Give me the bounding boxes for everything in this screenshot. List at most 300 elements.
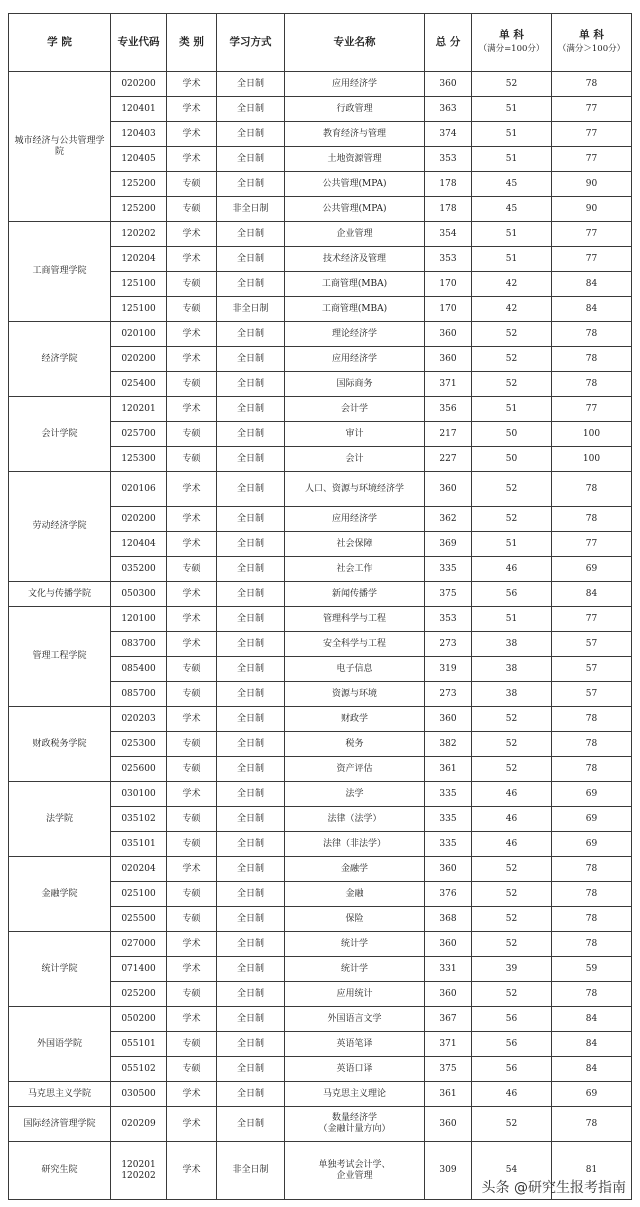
- category-cell: 专硕: [167, 422, 217, 447]
- college-cell: 会计学院: [9, 397, 111, 472]
- category-cell: 专硕: [167, 882, 217, 907]
- header-college: 学 院: [9, 14, 111, 72]
- category-cell: 专硕: [167, 557, 217, 582]
- study-mode-cell: 全日制: [217, 557, 285, 582]
- total-cell: 354: [425, 222, 472, 247]
- total-cell: 371: [425, 1032, 472, 1057]
- major-cell: 资源与环境: [285, 682, 425, 707]
- single-100-cell: 51: [472, 607, 552, 632]
- category-cell: 专硕: [167, 732, 217, 757]
- category-cell: 专硕: [167, 447, 217, 472]
- code-cell: 120201: [111, 397, 167, 422]
- category-cell: 专硕: [167, 982, 217, 1007]
- category-cell: 学术: [167, 1007, 217, 1032]
- college-cell: 管理工程学院: [9, 607, 111, 707]
- major-cell: 理论经济学: [285, 322, 425, 347]
- college-cell: 工商管理学院: [9, 222, 111, 322]
- code-cell: 055101: [111, 1032, 167, 1057]
- major-cell: 法律（法学）: [285, 807, 425, 832]
- header-code: 专业代码: [111, 14, 167, 72]
- single-over100-cell: 57: [552, 682, 632, 707]
- single-100-cell: 52: [472, 347, 552, 372]
- study-mode-cell: 全日制: [217, 172, 285, 197]
- major-cell: 应用经济学: [285, 347, 425, 372]
- category-cell: 学术: [167, 582, 217, 607]
- total-cell: 319: [425, 657, 472, 682]
- college-cell: 研究生院: [9, 1142, 111, 1200]
- single-over100-cell: 78: [552, 72, 632, 97]
- total-cell: 227: [425, 447, 472, 472]
- single-100-cell: 52: [472, 732, 552, 757]
- single-over100-cell: 78: [552, 857, 632, 882]
- study-mode-cell: 全日制: [217, 757, 285, 782]
- single-100-cell: 51: [472, 222, 552, 247]
- category-cell: 学术: [167, 632, 217, 657]
- category-cell: 学术: [167, 247, 217, 272]
- college-cell: 外国语学院: [9, 1007, 111, 1082]
- college-cell: 经济学院: [9, 322, 111, 397]
- study-mode-cell: 全日制: [217, 72, 285, 97]
- study-mode-cell: 非全日制: [217, 197, 285, 222]
- study-mode-cell: 全日制: [217, 1107, 285, 1142]
- single-100-cell: 45: [472, 172, 552, 197]
- major-cell: 会计学: [285, 397, 425, 422]
- code-cell: 120204: [111, 247, 167, 272]
- category-cell: 学术: [167, 147, 217, 172]
- single-over100-cell: 78: [552, 932, 632, 957]
- single-100-cell: 38: [472, 682, 552, 707]
- total-cell: 353: [425, 147, 472, 172]
- total-cell: 170: [425, 297, 472, 322]
- study-mode-cell: 全日制: [217, 272, 285, 297]
- total-cell: 361: [425, 757, 472, 782]
- total-cell: 360: [425, 1107, 472, 1142]
- header-single-100: [472, 14, 552, 72]
- category-cell: 学术: [167, 957, 217, 982]
- single-100-cell: 56: [472, 1057, 552, 1082]
- header-single-100-label: 单 科: [499, 29, 524, 41]
- single-100-cell: 52: [472, 322, 552, 347]
- single-over100-cell: 78: [552, 472, 632, 507]
- single-over100-cell: 84: [552, 582, 632, 607]
- single-over100-cell: 78: [552, 1107, 632, 1142]
- major-cell: 应用统计: [285, 982, 425, 1007]
- single-over100-cell: 77: [552, 532, 632, 557]
- single-over100-cell: 90: [552, 197, 632, 222]
- total-cell: 363: [425, 97, 472, 122]
- category-cell: 学术: [167, 222, 217, 247]
- major-cell: 英语笔译: [285, 1032, 425, 1057]
- category-cell: 学术: [167, 932, 217, 957]
- single-over100-cell: 77: [552, 122, 632, 147]
- single-100-cell: 51: [472, 247, 552, 272]
- total-cell: 375: [425, 1057, 472, 1082]
- study-mode-cell: 全日制: [217, 147, 285, 172]
- single-over100-cell: 69: [552, 1082, 632, 1107]
- major-cell: 土地资源管理: [285, 147, 425, 172]
- single-100-cell: 52: [472, 72, 552, 97]
- study-mode-cell: 全日制: [217, 422, 285, 447]
- single-over100-cell: 78: [552, 757, 632, 782]
- single-100-cell: 46: [472, 782, 552, 807]
- single-over100-cell: 81: [552, 1142, 632, 1200]
- study-mode-cell: 全日制: [217, 982, 285, 1007]
- total-cell: 382: [425, 732, 472, 757]
- single-over100-cell: 78: [552, 372, 632, 397]
- category-cell: 专硕: [167, 757, 217, 782]
- major-cell: 企业管理: [285, 222, 425, 247]
- category-cell: 学术: [167, 1107, 217, 1142]
- total-cell: 360: [425, 72, 472, 97]
- major-cell: 财政学: [285, 707, 425, 732]
- total-cell: 178: [425, 172, 472, 197]
- total-cell: 360: [425, 857, 472, 882]
- study-mode-cell: 全日制: [217, 607, 285, 632]
- total-cell: 367: [425, 1007, 472, 1032]
- single-over100-cell: 100: [552, 447, 632, 472]
- total-cell: 331: [425, 957, 472, 982]
- study-mode-cell: 全日制: [217, 397, 285, 422]
- single-over100-cell: 77: [552, 147, 632, 172]
- single-over100-cell: 77: [552, 397, 632, 422]
- table-row: [9, 322, 632, 347]
- study-mode-cell: 全日制: [217, 732, 285, 757]
- code-cell: 083700: [111, 632, 167, 657]
- total-cell: 361: [425, 1082, 472, 1107]
- table-row: [9, 222, 632, 247]
- study-mode-cell: 全日制: [217, 582, 285, 607]
- study-mode-cell: 全日制: [217, 532, 285, 557]
- total-cell: 360: [425, 982, 472, 1007]
- single-over100-cell: 59: [552, 957, 632, 982]
- category-cell: 学术: [167, 72, 217, 97]
- single-over100-cell: 84: [552, 1032, 632, 1057]
- single-100-cell: 51: [472, 122, 552, 147]
- single-100-cell: 51: [472, 532, 552, 557]
- single-100-cell: 51: [472, 97, 552, 122]
- college-cell: 财政税务学院: [9, 707, 111, 782]
- single-100-cell: 52: [472, 757, 552, 782]
- major-cell: 技术经济及管理: [285, 247, 425, 272]
- header-single-over100-label: 单 科: [579, 29, 604, 41]
- major-cell: 行政管理: [285, 97, 425, 122]
- single-over100-cell: 84: [552, 1007, 632, 1032]
- header-major: 专业名称: [285, 14, 425, 72]
- total-cell: 362: [425, 507, 472, 532]
- single-over100-cell: 78: [552, 907, 632, 932]
- single-over100-cell: 69: [552, 557, 632, 582]
- study-mode-cell: 全日制: [217, 857, 285, 882]
- code-cell: 030500: [111, 1082, 167, 1107]
- single-100-cell: 56: [472, 582, 552, 607]
- code-cell: 025200: [111, 982, 167, 1007]
- single-100-cell: 56: [472, 1032, 552, 1057]
- major-cell: 金融: [285, 882, 425, 907]
- category-cell: 学术: [167, 1142, 217, 1200]
- single-100-cell: 52: [472, 1107, 552, 1142]
- category-cell: 专硕: [167, 297, 217, 322]
- single-100-cell: 38: [472, 632, 552, 657]
- code-cell: 085700: [111, 682, 167, 707]
- single-over100-cell: 69: [552, 782, 632, 807]
- table-row: [9, 1007, 632, 1032]
- major-cell: 税务: [285, 732, 425, 757]
- single-100-cell: 52: [472, 907, 552, 932]
- single-100-cell: 52: [472, 472, 552, 507]
- table-row: [9, 582, 632, 607]
- college-cell: 国际经济管理学院: [9, 1107, 111, 1142]
- category-cell: 学术: [167, 397, 217, 422]
- code-cell: 020204: [111, 857, 167, 882]
- study-mode-cell: 非全日制: [217, 297, 285, 322]
- study-mode-cell: 全日制: [217, 807, 285, 832]
- code-cell: 020209: [111, 1107, 167, 1142]
- single-over100-cell: 69: [552, 832, 632, 857]
- major-cell: 社会工作: [285, 557, 425, 582]
- study-mode-cell: 全日制: [217, 1007, 285, 1032]
- major-cell: 新闻传播学: [285, 582, 425, 607]
- total-cell: 360: [425, 707, 472, 732]
- total-cell: 356: [425, 397, 472, 422]
- code-cell: 120202: [111, 222, 167, 247]
- study-mode-cell: 全日制: [217, 447, 285, 472]
- college-cell: 劳动经济学院: [9, 472, 111, 582]
- major-cell: 管理科学与工程: [285, 607, 425, 632]
- major-cell: 资产评估: [285, 757, 425, 782]
- single-over100-cell: 84: [552, 1057, 632, 1082]
- code-cell: 020100: [111, 322, 167, 347]
- major-cell: 国际商务: [285, 372, 425, 397]
- study-mode-cell: 全日制: [217, 472, 285, 507]
- score-table: [8, 13, 632, 1200]
- single-100-cell: 52: [472, 857, 552, 882]
- study-mode-cell: 全日制: [217, 322, 285, 347]
- category-cell: 专硕: [167, 807, 217, 832]
- major-cell: 法学: [285, 782, 425, 807]
- study-mode-cell: 全日制: [217, 222, 285, 247]
- category-cell: 学术: [167, 322, 217, 347]
- category-cell: 专硕: [167, 372, 217, 397]
- header-category: 类 别: [167, 14, 217, 72]
- study-mode-cell: 全日制: [217, 782, 285, 807]
- code-cell: 035200: [111, 557, 167, 582]
- study-mode-cell: 全日制: [217, 1032, 285, 1057]
- major-cell: 应用经济学: [285, 507, 425, 532]
- major-cell: 数量经济学 （金融计量方向）: [285, 1107, 425, 1142]
- single-over100-cell: 78: [552, 322, 632, 347]
- single-100-cell: 52: [472, 372, 552, 397]
- study-mode-cell: 全日制: [217, 247, 285, 272]
- single-100-cell: 50: [472, 447, 552, 472]
- total-cell: 360: [425, 322, 472, 347]
- code-cell: 025700: [111, 422, 167, 447]
- major-cell: 教育经济与管理: [285, 122, 425, 147]
- major-cell: 法律（非法学）: [285, 832, 425, 857]
- single-over100-cell: 78: [552, 707, 632, 732]
- total-cell: 374: [425, 122, 472, 147]
- major-cell: 安全科学与工程: [285, 632, 425, 657]
- code-cell: 125100: [111, 297, 167, 322]
- single-over100-cell: 78: [552, 732, 632, 757]
- study-mode-cell: 全日制: [217, 632, 285, 657]
- college-cell: 文化与传播学院: [9, 582, 111, 607]
- category-cell: 学术: [167, 607, 217, 632]
- single-over100-cell: 78: [552, 882, 632, 907]
- single-100-cell: 52: [472, 507, 552, 532]
- code-cell: 125200: [111, 172, 167, 197]
- study-mode-cell: 全日制: [217, 507, 285, 532]
- code-cell: 120403: [111, 122, 167, 147]
- total-cell: 369: [425, 532, 472, 557]
- category-cell: 学术: [167, 472, 217, 507]
- single-100-cell: 56: [472, 1007, 552, 1032]
- total-cell: 335: [425, 807, 472, 832]
- single-over100-cell: 77: [552, 97, 632, 122]
- code-cell: 035101: [111, 832, 167, 857]
- code-cell: 020200: [111, 72, 167, 97]
- code-cell: 035102: [111, 807, 167, 832]
- code-cell: 055102: [111, 1057, 167, 1082]
- single-over100-cell: 78: [552, 347, 632, 372]
- study-mode-cell: 全日制: [217, 707, 285, 732]
- single-over100-cell: 90: [552, 172, 632, 197]
- major-cell: 外国语言文学: [285, 1007, 425, 1032]
- code-cell: 020200: [111, 507, 167, 532]
- single-100-cell: 46: [472, 807, 552, 832]
- total-cell: 335: [425, 557, 472, 582]
- single-100-cell: 46: [472, 1082, 552, 1107]
- category-cell: 专硕: [167, 657, 217, 682]
- major-cell: 英语口译: [285, 1057, 425, 1082]
- total-cell: 353: [425, 247, 472, 272]
- code-cell: 027000: [111, 932, 167, 957]
- study-mode-cell: 全日制: [217, 122, 285, 147]
- code-cell: 125200: [111, 197, 167, 222]
- header-total: 总 分: [425, 14, 472, 72]
- header-row: [9, 14, 632, 72]
- single-100-cell: 46: [472, 832, 552, 857]
- code-cell: 120404: [111, 532, 167, 557]
- college-cell: 统计学院: [9, 932, 111, 1007]
- single-100-cell: 39: [472, 957, 552, 982]
- category-cell: 学术: [167, 97, 217, 122]
- college-cell: 法学院: [9, 782, 111, 857]
- single-100-cell: 50: [472, 422, 552, 447]
- category-cell: 学术: [167, 347, 217, 372]
- total-cell: 368: [425, 907, 472, 932]
- code-cell: 120201 120202: [111, 1142, 167, 1200]
- category-cell: 专硕: [167, 1057, 217, 1082]
- category-cell: 专硕: [167, 1032, 217, 1057]
- major-cell: 应用经济学: [285, 72, 425, 97]
- code-cell: 025400: [111, 372, 167, 397]
- single-over100-cell: 84: [552, 272, 632, 297]
- study-mode-cell: 全日制: [217, 932, 285, 957]
- single-100-cell: 45: [472, 197, 552, 222]
- code-cell: 125300: [111, 447, 167, 472]
- college-cell: 城市经济与公共管理学院: [9, 72, 111, 222]
- college-cell: 马克思主义学院: [9, 1082, 111, 1107]
- table-body: [9, 72, 632, 1200]
- code-cell: 050200: [111, 1007, 167, 1032]
- study-mode-cell: 全日制: [217, 832, 285, 857]
- table-row: [9, 607, 632, 632]
- code-cell: 120405: [111, 147, 167, 172]
- study-mode-cell: 全日制: [217, 347, 285, 372]
- header-single-100-note: （满分=100分）: [478, 44, 545, 54]
- code-cell: 025500: [111, 907, 167, 932]
- major-cell: 人口、资源与环境经济学: [285, 472, 425, 507]
- code-cell: 050300: [111, 582, 167, 607]
- major-cell: 金融学: [285, 857, 425, 882]
- study-mode-cell: 全日制: [217, 682, 285, 707]
- code-cell: 030100: [111, 782, 167, 807]
- study-mode-cell: 全日制: [217, 882, 285, 907]
- watermark: 头条 @研究生报考指南: [481, 1180, 626, 1196]
- category-cell: 学术: [167, 507, 217, 532]
- table-row: [9, 857, 632, 882]
- total-cell: 170: [425, 272, 472, 297]
- study-mode-cell: 全日制: [217, 907, 285, 932]
- code-cell: 020106: [111, 472, 167, 507]
- major-cell: 工商管理(MBA): [285, 272, 425, 297]
- study-mode-cell: 全日制: [217, 1082, 285, 1107]
- table-row: [9, 1082, 632, 1107]
- single-over100-cell: 78: [552, 982, 632, 1007]
- table-row: [9, 782, 632, 807]
- single-100-cell: 46: [472, 557, 552, 582]
- code-cell: 025300: [111, 732, 167, 757]
- single-100-cell: 42: [472, 297, 552, 322]
- table-row: [9, 932, 632, 957]
- table-row: [9, 1107, 632, 1142]
- category-cell: 学术: [167, 532, 217, 557]
- code-cell: 025100: [111, 882, 167, 907]
- category-cell: 专硕: [167, 272, 217, 297]
- table-row: [9, 472, 632, 507]
- total-cell: 353: [425, 607, 472, 632]
- major-cell: 社会保障: [285, 532, 425, 557]
- major-cell: 公共管理(MPA): [285, 197, 425, 222]
- single-over100-cell: 77: [552, 222, 632, 247]
- single-over100-cell: 100: [552, 422, 632, 447]
- total-cell: 335: [425, 832, 472, 857]
- header-single-over100-note: （满分＞100分）: [557, 44, 626, 54]
- total-cell: 360: [425, 472, 472, 507]
- code-cell: 125100: [111, 272, 167, 297]
- code-cell: 085400: [111, 657, 167, 682]
- study-mode-cell: 全日制: [217, 957, 285, 982]
- category-cell: 学术: [167, 1082, 217, 1107]
- study-mode-cell: 非全日制: [217, 1142, 285, 1200]
- study-mode-cell: 全日制: [217, 657, 285, 682]
- single-over100-cell: 77: [552, 607, 632, 632]
- code-cell: 025600: [111, 757, 167, 782]
- total-cell: 178: [425, 197, 472, 222]
- single-over100-cell: 57: [552, 657, 632, 682]
- major-cell: 公共管理(MPA): [285, 172, 425, 197]
- single-100-cell: 52: [472, 882, 552, 907]
- study-mode-cell: 全日制: [217, 97, 285, 122]
- single-over100-cell: 77: [552, 247, 632, 272]
- single-100-cell: 52: [472, 982, 552, 1007]
- total-cell: 273: [425, 682, 472, 707]
- table-row: [9, 72, 632, 97]
- single-100-cell: 52: [472, 932, 552, 957]
- table-row: [9, 397, 632, 422]
- study-mode-cell: 全日制: [217, 1057, 285, 1082]
- total-cell: 309: [425, 1142, 472, 1200]
